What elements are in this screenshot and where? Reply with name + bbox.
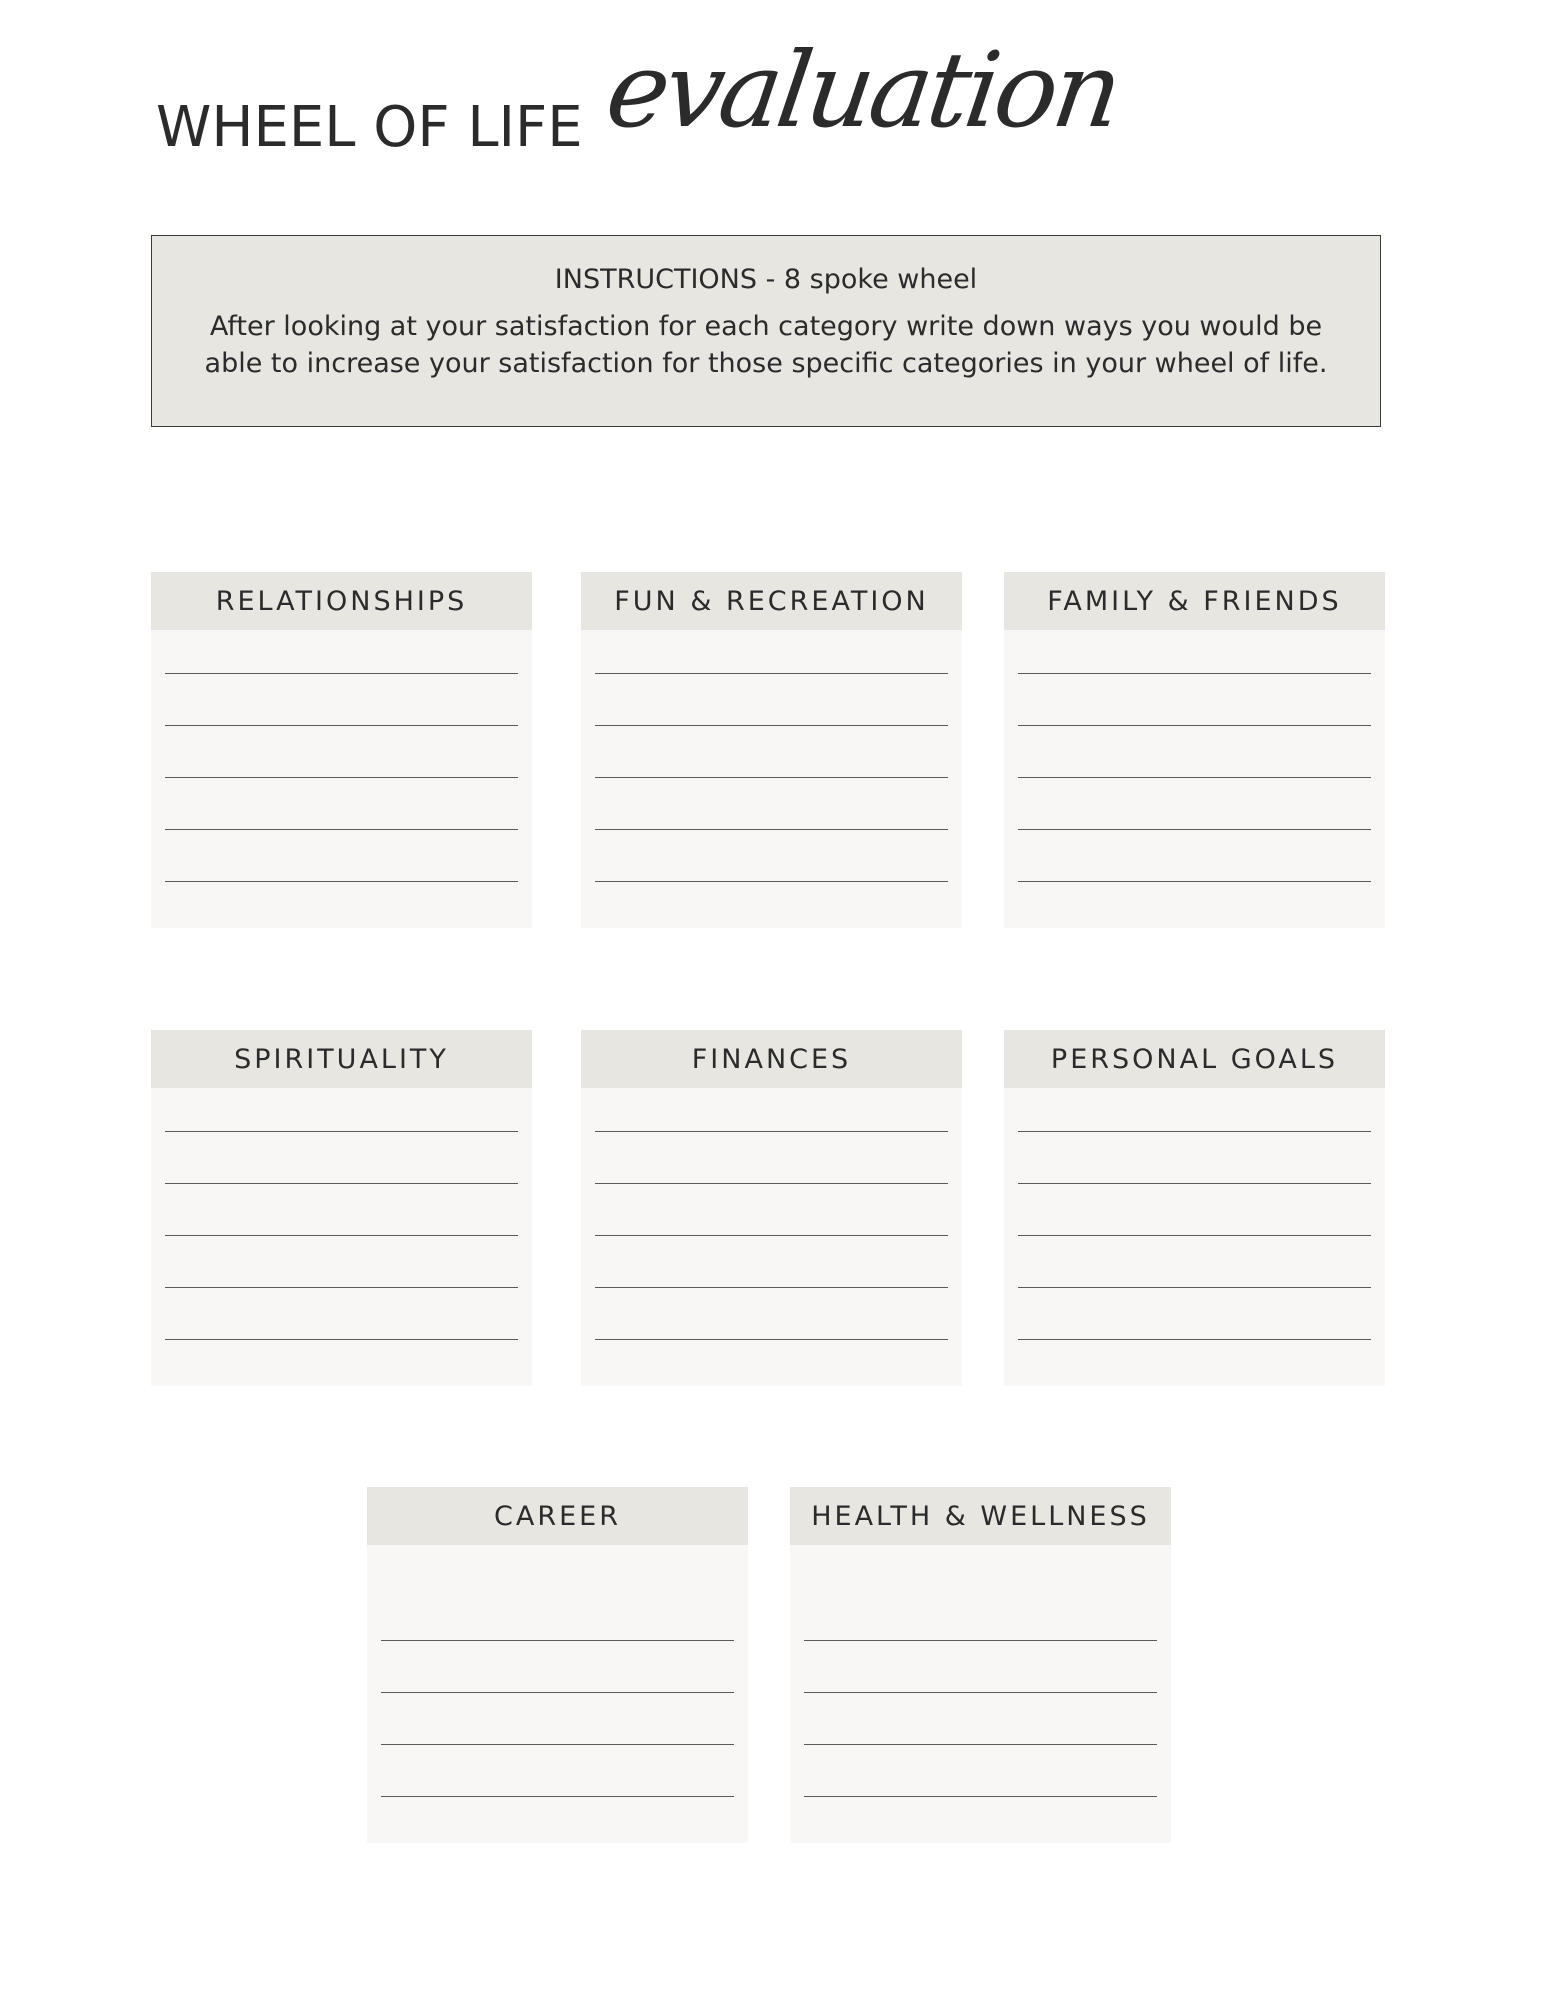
- writing-line[interactable]: [1018, 673, 1371, 674]
- card-header: FUN & RECREATION: [581, 572, 962, 630]
- card-relationships: [151, 572, 532, 928]
- card-header: FAMILY & FRIENDS: [1004, 572, 1385, 630]
- writing-line[interactable]: [1018, 1235, 1371, 1236]
- writing-line[interactable]: [381, 1640, 734, 1641]
- card-finances: [581, 1030, 962, 1386]
- writing-line[interactable]: [595, 725, 948, 726]
- writing-line[interactable]: [595, 881, 948, 882]
- page-title: [156, 29, 1126, 188]
- writing-line[interactable]: [381, 1744, 734, 1745]
- writing-line[interactable]: [165, 1183, 518, 1184]
- instructions-box: [151, 235, 1381, 427]
- writing-line[interactable]: [1018, 829, 1371, 830]
- writing-line[interactable]: [1018, 881, 1371, 882]
- writing-line[interactable]: [1018, 1131, 1371, 1132]
- writing-line[interactable]: [1018, 1183, 1371, 1184]
- instructions-body: After looking at your satisfaction for each category write down ways you would be able to increase your satisfaction for those specific categories in your wheel of life.: [204, 311, 1328, 380]
- writing-line[interactable]: [595, 1131, 948, 1132]
- writing-line[interactable]: [595, 673, 948, 674]
- writing-line[interactable]: [595, 1183, 948, 1184]
- card-header: RELATIONSHIPS: [151, 572, 532, 630]
- card-header: PERSONAL GOALS: [1004, 1030, 1385, 1088]
- card-family-friends: [1004, 572, 1385, 928]
- writing-line[interactable]: [804, 1744, 1157, 1745]
- writing-line[interactable]: [381, 1692, 734, 1693]
- writing-line[interactable]: [595, 1287, 948, 1288]
- writing-line[interactable]: [1018, 777, 1371, 778]
- writing-line[interactable]: [804, 1692, 1157, 1693]
- writing-line[interactable]: [165, 1131, 518, 1132]
- writing-line[interactable]: [165, 1235, 518, 1236]
- instructions-title: INSTRUCTIONS - 8 spoke wheel: [554, 264, 978, 295]
- writing-line[interactable]: [804, 1796, 1157, 1797]
- writing-line[interactable]: [165, 1287, 518, 1288]
- writing-line[interactable]: [165, 829, 518, 830]
- writing-line[interactable]: [1018, 1339, 1371, 1340]
- writing-line[interactable]: [595, 829, 948, 830]
- card-header: HEALTH & WELLNESS: [790, 1487, 1171, 1545]
- card-header: SPIRITUALITY: [151, 1030, 532, 1088]
- writing-line[interactable]: [595, 1235, 948, 1236]
- card-health-wellness: [790, 1487, 1171, 1843]
- card-spirituality: [151, 1030, 532, 1386]
- writing-line[interactable]: [165, 881, 518, 882]
- writing-line[interactable]: [165, 725, 518, 726]
- writing-line[interactable]: [165, 673, 518, 674]
- card-header: FINANCES: [581, 1030, 962, 1088]
- writing-line[interactable]: [595, 1339, 948, 1340]
- card-personal-goals: [1004, 1030, 1385, 1386]
- writing-line[interactable]: [1018, 725, 1371, 726]
- writing-line[interactable]: [1018, 1287, 1371, 1288]
- writing-line[interactable]: [165, 1339, 518, 1340]
- title-main: WHEEL OF LIFE: [156, 95, 583, 160]
- writing-line[interactable]: [595, 777, 948, 778]
- card-career: [367, 1487, 748, 1843]
- card-fun-recreation: [581, 572, 962, 928]
- card-header: CAREER: [367, 1487, 748, 1545]
- title-script: evaluation: [599, 29, 1126, 151]
- writing-line[interactable]: [804, 1640, 1157, 1641]
- writing-line[interactable]: [165, 777, 518, 778]
- writing-line[interactable]: [381, 1796, 734, 1797]
